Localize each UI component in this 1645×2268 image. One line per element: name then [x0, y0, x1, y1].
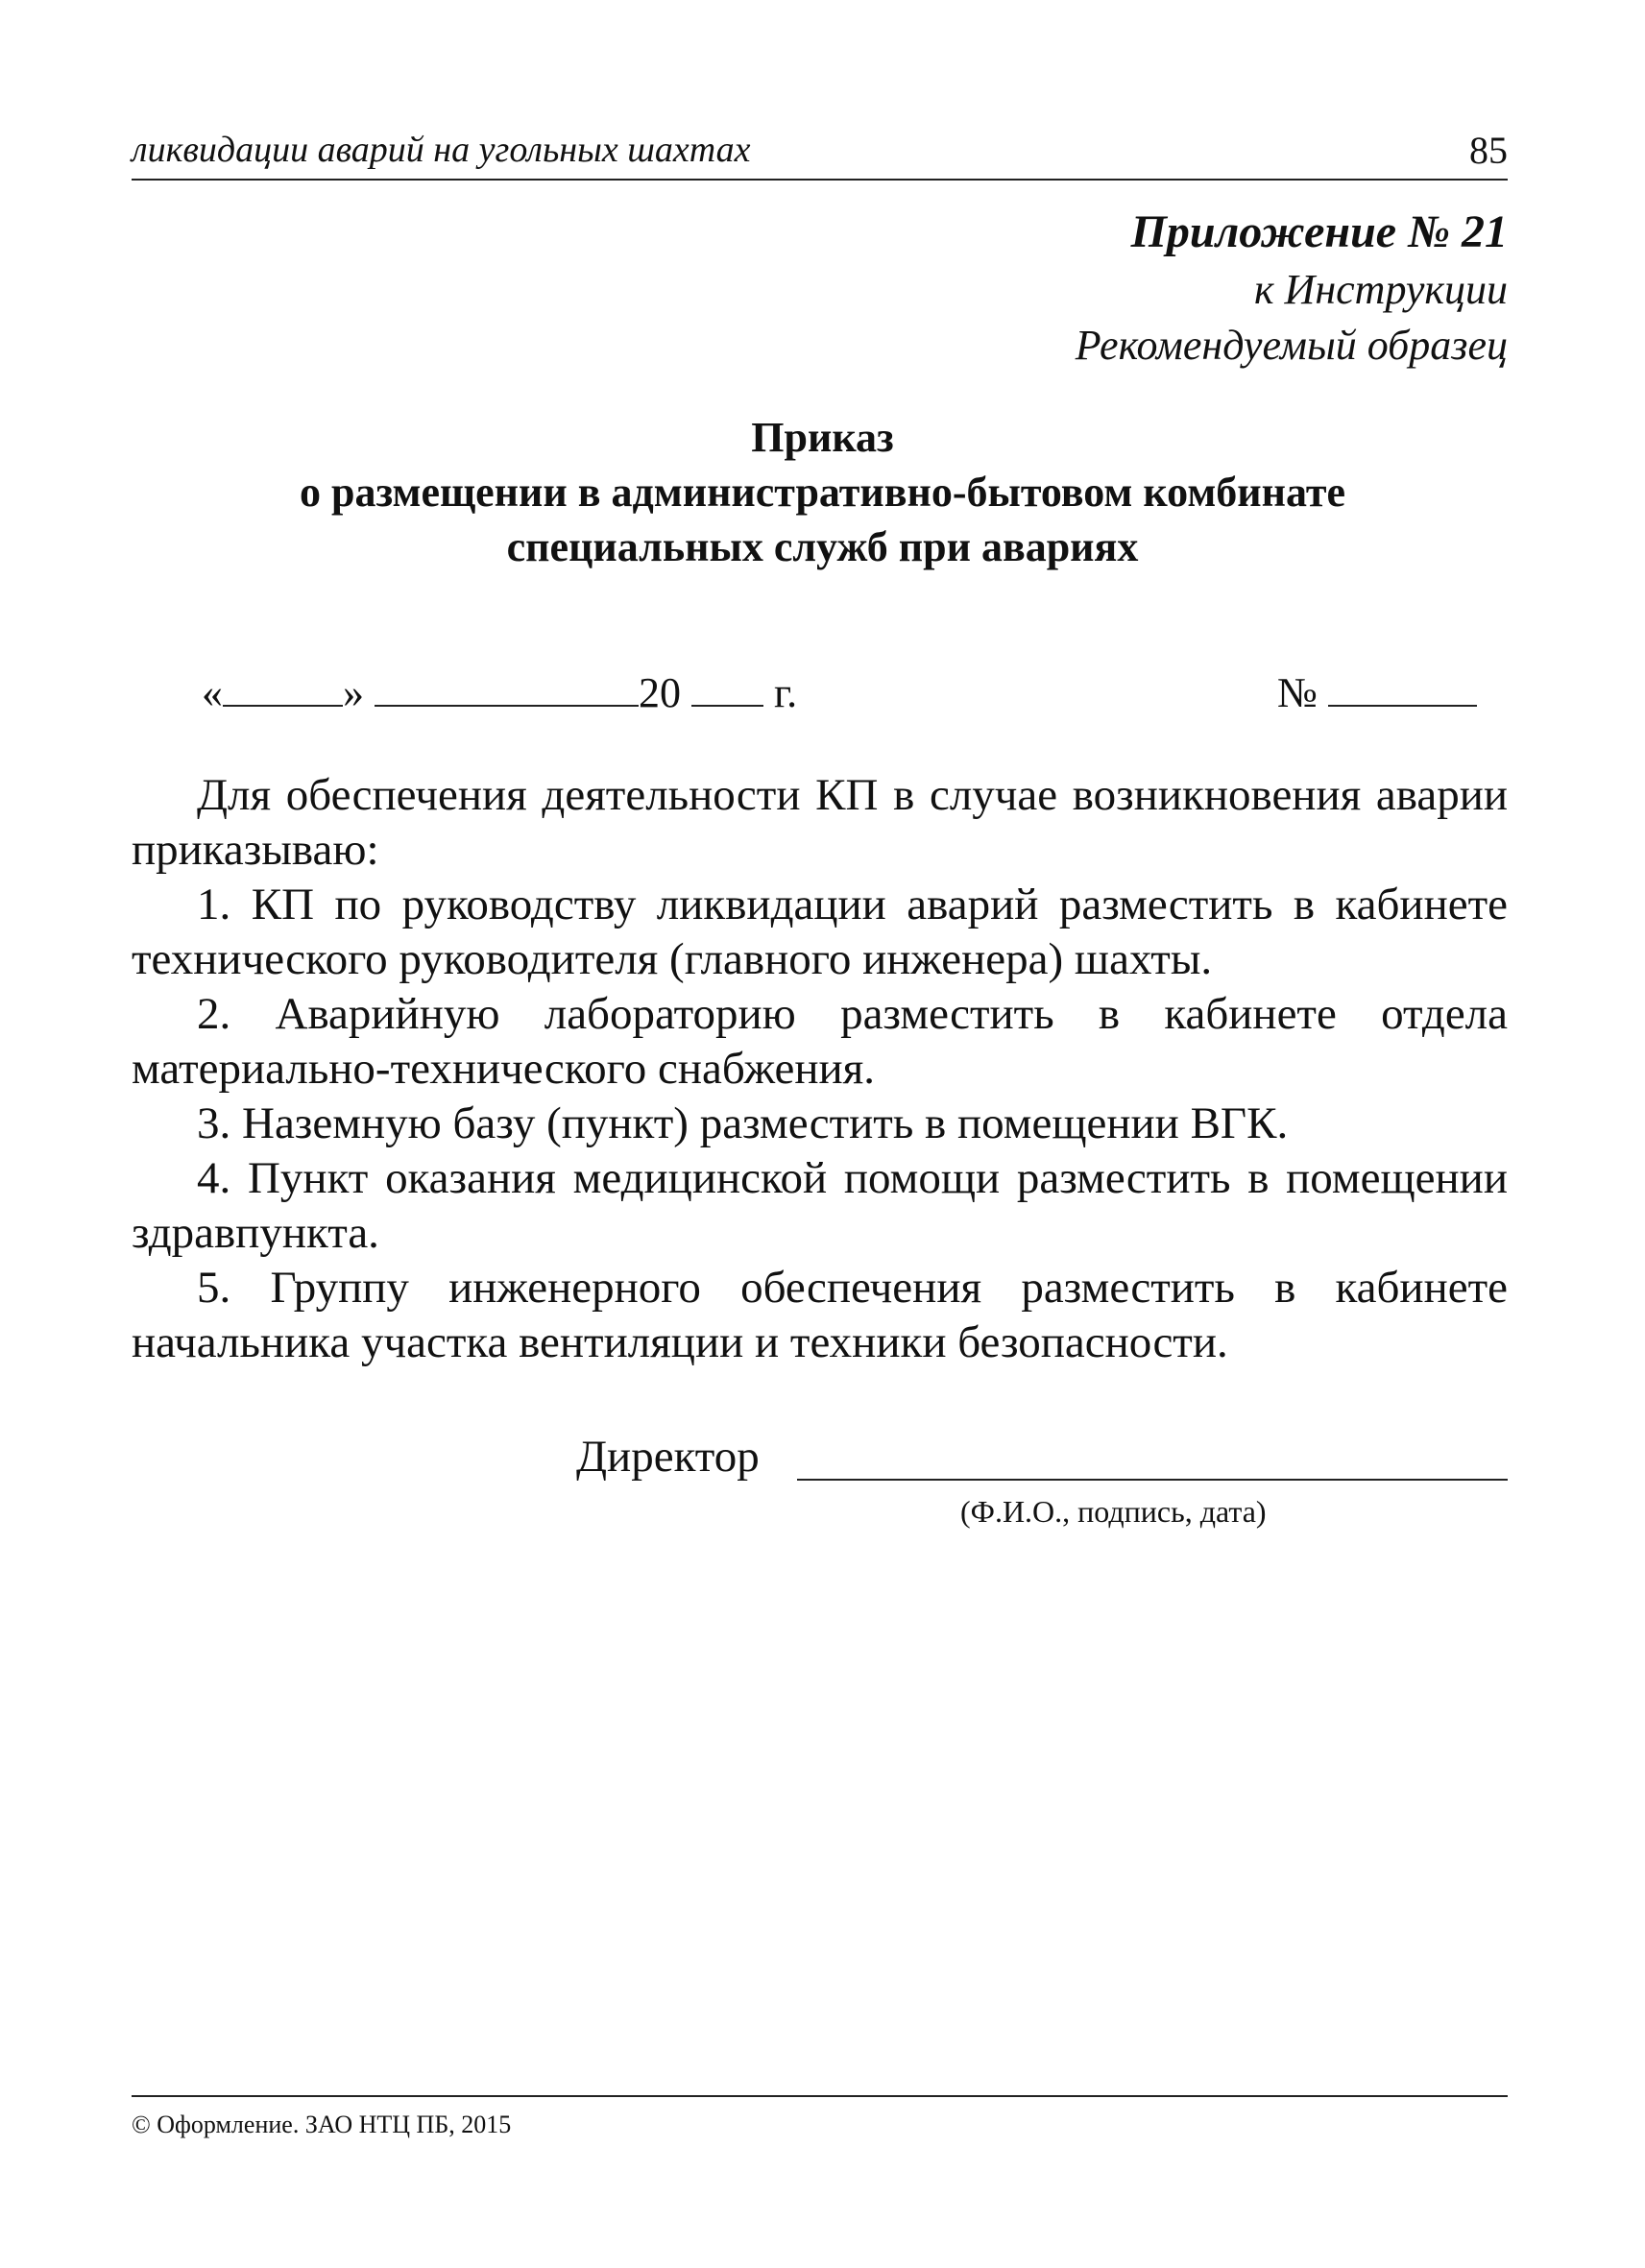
- order-body: [132, 768, 1508, 1370]
- document-title-line: специальных служб при авариях: [506, 523, 1139, 570]
- order-number-blank[interactable]: [1328, 659, 1477, 707]
- year-suffix: г.: [774, 669, 798, 716]
- body-paragraph: 2. Аварийную лабораторию разместить в кабинете отдела материально-технического снабжения.: [132, 989, 1508, 1094]
- document-title-line: о размещении в административно-бытовом комбинате: [299, 469, 1346, 516]
- month-blank[interactable]: [375, 659, 639, 707]
- running-header: [132, 131, 1508, 181]
- footer-copyright: © Оформление. ЗАО НТЦ ПБ, 2015: [132, 2111, 512, 2138]
- body-paragraph: 1. КП по руководству ликвидации аварий разместить в кабинете технического руководителя (главного инженера) шахты.: [132, 880, 1508, 984]
- close-quote: »: [343, 669, 364, 716]
- appendix-reference: к Инструкции: [1253, 266, 1508, 313]
- appendix-sample-note: Рекомендуемый образец: [1075, 322, 1508, 369]
- document-title-line: Приказ: [751, 414, 894, 461]
- page-number: 85: [1469, 129, 1508, 172]
- number-sign: №: [1277, 669, 1318, 716]
- year-blank[interactable]: [691, 659, 763, 707]
- body-paragraph: 4. Пункт оказания медицинской помощи разместить в помещении здравпункта.: [132, 1153, 1508, 1258]
- signature-label: Директор: [576, 1432, 760, 1482]
- running-title: ликвидации аварий на угольных шахтах: [132, 130, 751, 170]
- appendix-title: Приложение № 21: [1130, 206, 1508, 257]
- document-title: [0, 410, 1645, 574]
- signature-caption: (Ф.И.О., подпись, дата): [960, 1494, 1267, 1529]
- body-paragraph: 5. Группу инженерного обеспечения разместить в кабинете начальника участка вентиляции и техники безопасности.: [132, 1263, 1508, 1367]
- day-blank[interactable]: [223, 659, 343, 707]
- footer-divider: [132, 2095, 1508, 2097]
- order-number-field: [1277, 659, 1508, 716]
- appendix-block: [1076, 203, 1508, 374]
- open-quote: «: [202, 669, 223, 716]
- signature-block: [576, 1431, 1508, 1498]
- body-paragraph: Для обеспечения деятельности КП в случае возникновения аварии приказываю:: [132, 770, 1508, 875]
- signature-line[interactable]: [797, 1479, 1508, 1481]
- date-field: [202, 659, 874, 716]
- body-paragraph: 3. Наземную базу (пункт) разместить в помещении ВГК.: [197, 1098, 1289, 1148]
- century-text: 20: [639, 669, 681, 716]
